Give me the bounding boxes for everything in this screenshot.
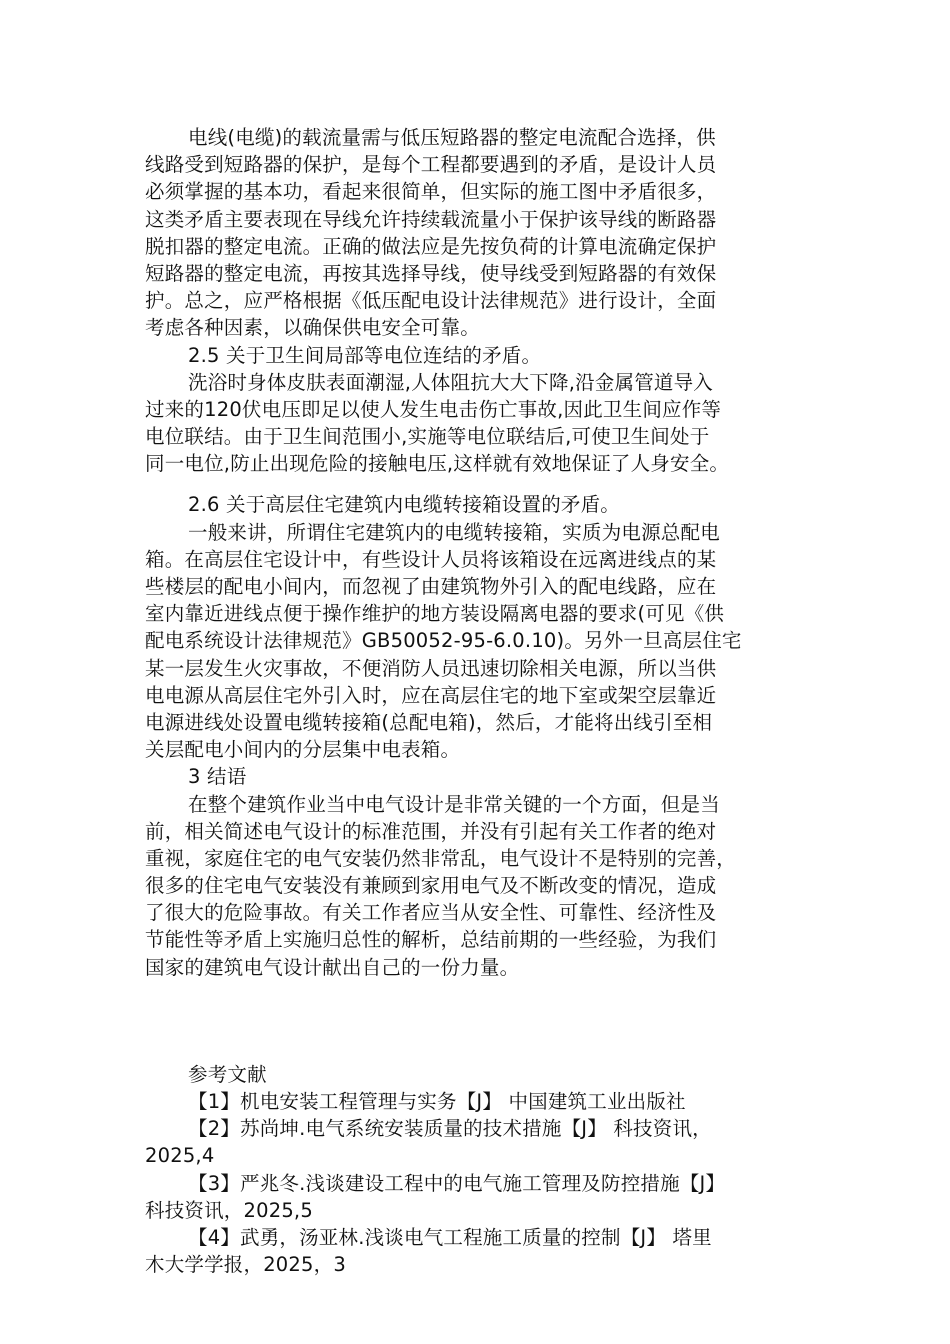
- reference-text: 【1】机电安装工程管理与实务【J】 中国建筑工业出版社: [188, 1090, 686, 1113]
- text-line: 洗浴时身体皮肤表面潮湿,人体阻抗大大下降,沿金属管道导入: [188, 370, 713, 394]
- text-line: 节能性等矛盾上实施归总性的解析，总结前期的一些经验，为我们: [145, 928, 717, 952]
- text-line: 电线(电缆)的载流量需与低压短路器的整定电流配合选择，供: [188, 126, 716, 149]
- section-heading-conclusion: 3 结语: [188, 765, 247, 789]
- reference-list: [145, 1088, 815, 1278]
- reference-text: 【4】武勇，汤亚林.浅谈电气工程施工质量的控制【J】 塔里: [188, 1225, 712, 1249]
- paragraph-cable-junction-box: [145, 519, 815, 764]
- document-page: [145, 124, 815, 1278]
- text-line: 线路受到短路器的保护，是每个工程都要遇到的矛盾，是设计人员: [145, 153, 717, 177]
- paragraph-cable-capacity: [145, 124, 815, 342]
- text-line: 关层配电小间内的分层集中电表箱。: [145, 738, 461, 762]
- reference-text-continued: 木大学学报，2025，3: [145, 1253, 346, 1277]
- text-line: 室内靠近进线点便于操作维护的地方装设隔离电器的要求(可见《供: [145, 602, 725, 626]
- text-line: 同一电位,防止出现危险的接触电压,这样就有效地保证了人身安全。: [145, 452, 730, 476]
- references-heading: 参考文献: [188, 1062, 267, 1086]
- reference-item: [145, 1115, 815, 1169]
- text-line: 一般来讲，所谓住宅建筑内的电缆转接箱，实质为电源总配电: [188, 520, 720, 544]
- text-line: 脱扣器的整定电流。正确的做法应是先按负荷的计算电流确定保护: [145, 234, 717, 258]
- text-line: 电电源从高层住宅外引入时，应在高层住宅的地下室或架空层靠近: [145, 683, 717, 707]
- reference-text-continued: 科技资讯，2025,5: [145, 1198, 313, 1222]
- text-line: 了很大的危险事故。有关工作者应当从安全性、可靠性、经济性及: [145, 901, 717, 925]
- reference-item: [145, 1170, 815, 1224]
- text-line: 在整个建筑作业当中电气设计是非常关键的一个方面，但是当: [188, 792, 720, 816]
- paragraph-conclusion: [145, 791, 815, 981]
- text-line: 过来的120伏电压即足以使人发生电击伤亡事故,因此卫生间应作等: [145, 397, 722, 421]
- text-line: 某一层发生火灾事故，不便消防人员迅速切除相关电源，所以当供: [145, 656, 717, 680]
- text-line: 护。总之，应严格根据《低压配电设计法律规范》进行设计，全面: [145, 289, 717, 313]
- spacer: [145, 981, 815, 1061]
- reference-text: 【2】苏尚坤.电气系统安装质量的技术措施【J】 科技资讯，: [188, 1117, 712, 1141]
- text-line: 很多的住宅电气安装没有兼顾到家用电气及不断改变的情况，造成: [145, 874, 717, 898]
- text-line: 重视，家庭住宅的电气安装仍然非常乱，电气设计不是特别的完善，: [145, 846, 737, 870]
- text-line: 前，相关简述电气设计的标准范围，并没有引起有关工作者的绝对: [145, 819, 717, 843]
- text-line: 短路器的整定电流，再按其选择导线，使导线受到短路器的有效保: [145, 261, 717, 285]
- text-line: 配电系统设计法律规范》GB50052-95-6.0.10)。另外一旦高层住宅: [145, 629, 742, 653]
- text-line: 必须掌握的基本功，看起来很简单，但实际的施工图中矛盾很多，: [145, 180, 717, 204]
- section-heading-2-6: 2.6 关于高层住宅建筑内电缆转接箱设置的矛盾。: [188, 493, 621, 517]
- text-line: 这类矛盾主要表现在导线允许持续载流量小于保护该导线的断路器: [145, 207, 717, 231]
- spacer: [145, 477, 815, 491]
- paragraph-bathroom-equipotential: [145, 369, 815, 478]
- section-heading-2-5: 2.5 关于卫生间局部等电位连结的矛盾。: [188, 343, 542, 367]
- text-line: 些楼层的配电小间内，而忽视了由建筑物外引入的配电线路，应在: [145, 575, 717, 598]
- text-line: 国家的建筑电气设计献出自己的一份力量。: [145, 955, 520, 979]
- reference-item: [145, 1088, 815, 1115]
- reference-text-continued: 2025,4: [145, 1144, 215, 1168]
- text-line: 考虑各种因素，以确保供电安全可靠。: [145, 316, 480, 340]
- text-line: 箱。在高层住宅设计中，有些设计人员将该箱设在远离进线点的某: [145, 547, 717, 571]
- reference-text: 【3】严兆冬.浅谈建设工程中的电气施工管理及防控措施【J】: [188, 1171, 726, 1195]
- text-line: 电源进线处设置电缆转接箱(总配电箱)，然后，才能将出线引至相: [145, 710, 713, 734]
- reference-item: [145, 1224, 815, 1278]
- text-line: 电位联结。由于卫生间范围小,实施等电位联结后,可使卫生间处于: [145, 425, 710, 449]
